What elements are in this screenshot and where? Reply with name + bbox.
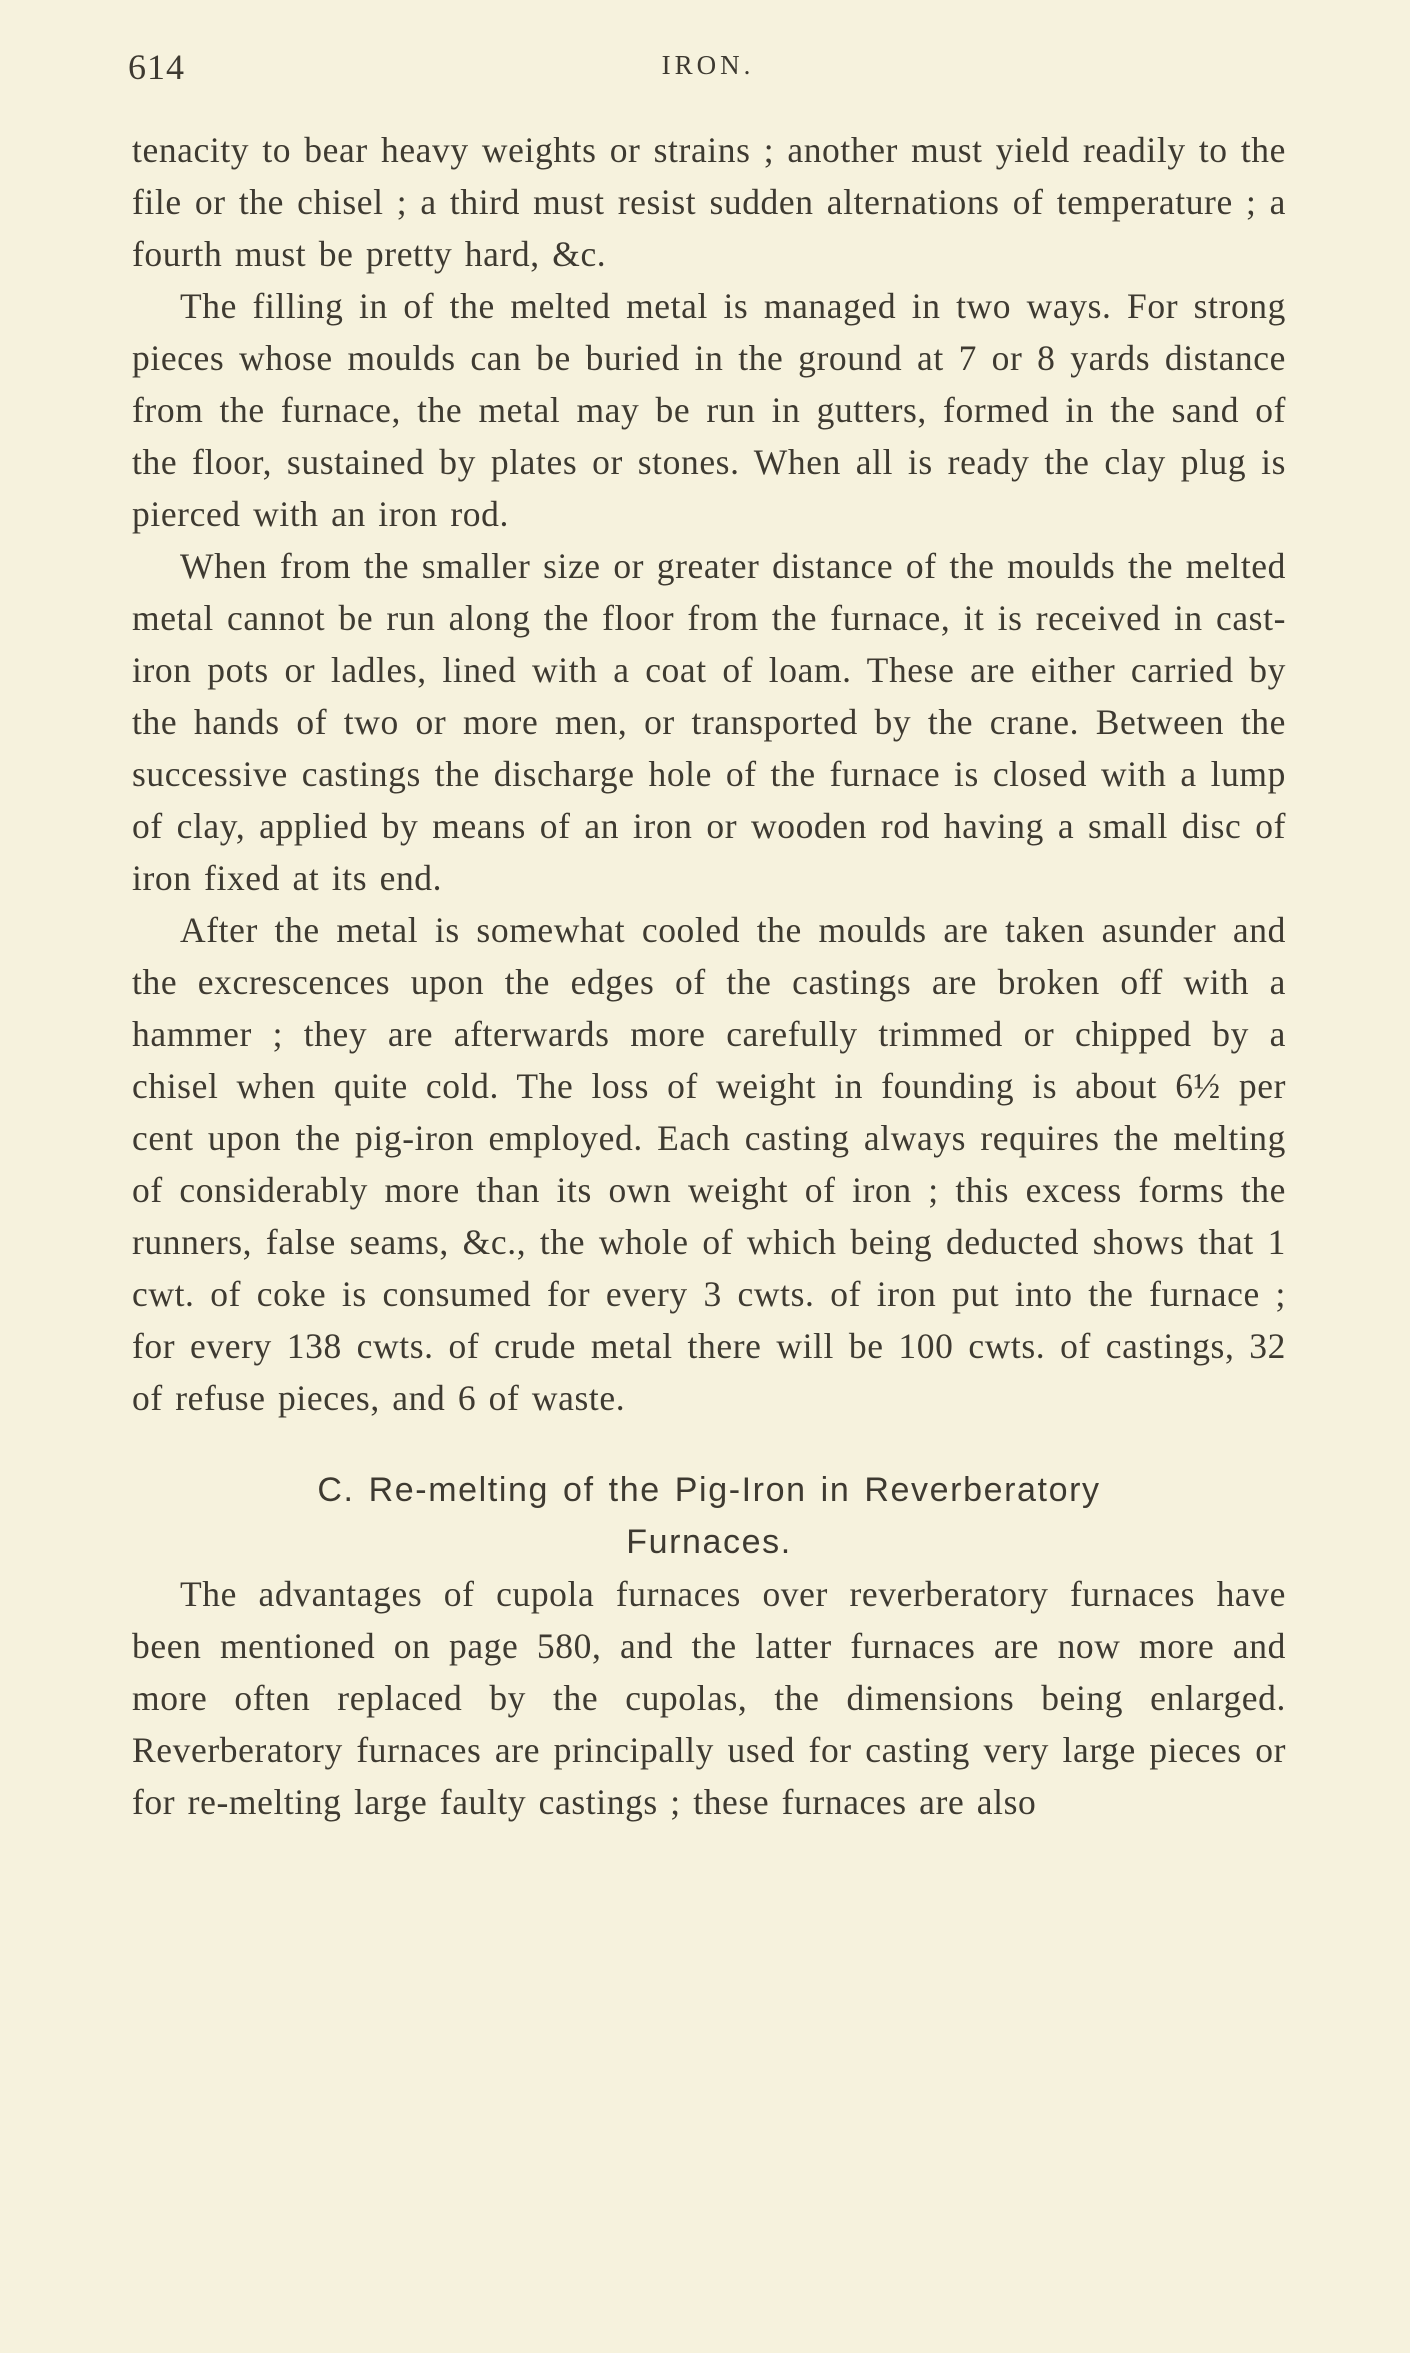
section-heading-line-2: Furnaces. bbox=[626, 1523, 792, 1561]
paragraph-filling: The filling in of the melted metal is managed in two ways. For strong pieces whose moulds can be buried in the ground at 7 or 8 yards distance from the furnace, the metal may be run in gutters, formed in the sand of the floor, sustained by plates or stones. When all is ready the clay plug is pierced with an iron rod. bbox=[132, 286, 1286, 534]
section-heading bbox=[132, 1464, 1286, 1568]
running-head bbox=[128, 46, 1288, 94]
page-number: 614 bbox=[128, 47, 185, 87]
body-text bbox=[132, 124, 1286, 1828]
paragraph-cooling: After the metal is somewhat cooled the moulds are taken asunder and the excrescences upon the edges of the castings are broken off with a hammer ; they are afterwards more carefully trimmed or chipped by a chisel when quite cold. The loss of weight in founding is about 6½ per cent upon the pig-iron employed. Each casting always requires the melting of considerably more than its own weight of iron ; this excess forms the runners, false seams, &c., the whole of which being deducted shows that 1 cwt. of coke is consumed for every 3 cwts. of iron put into the furnace ; for every 138 cwts. of crude metal there will be 100 cwts. of castings, 32 of refuse pieces, and 6 of waste. bbox=[132, 910, 1286, 1418]
section-heading-line-1: C. Re-melting of the Pig-Iron in Reverberatory bbox=[317, 1471, 1101, 1509]
paragraph-ladles: When from the smaller size or greater distance of the moulds the melted metal cannot be run along the floor from the furnace, it is received in cast-iron pots or ladles, lined with a coat of loam. These are either carried by the hands of two or more men, or transported by the crane. Between the successive castings the discharge hole of the furnace is closed with a lump of clay, applied by means of an iron or wooden rod having a small disc of iron fixed at its end. bbox=[132, 546, 1286, 898]
paragraph-continuation: tenacity to bear heavy weights or strains ; another must yield readily to the file or the chisel ; a third must resist sudden alternations of temperature ; a fourth must be pretty hard, &c. bbox=[132, 130, 1286, 274]
paragraph-reverberatory: The advantages of cupola furnaces over reverberatory furnaces have been mentioned on page 580, and the latter furnaces are now more and more often replaced by the cupolas, the dimensions being enlarged. Reverberatory furnaces are principally used for casting very large pieces or for re-melting large faulty castings ; these furnaces are also bbox=[132, 1574, 1286, 1822]
running-title: IRON. bbox=[661, 50, 755, 80]
